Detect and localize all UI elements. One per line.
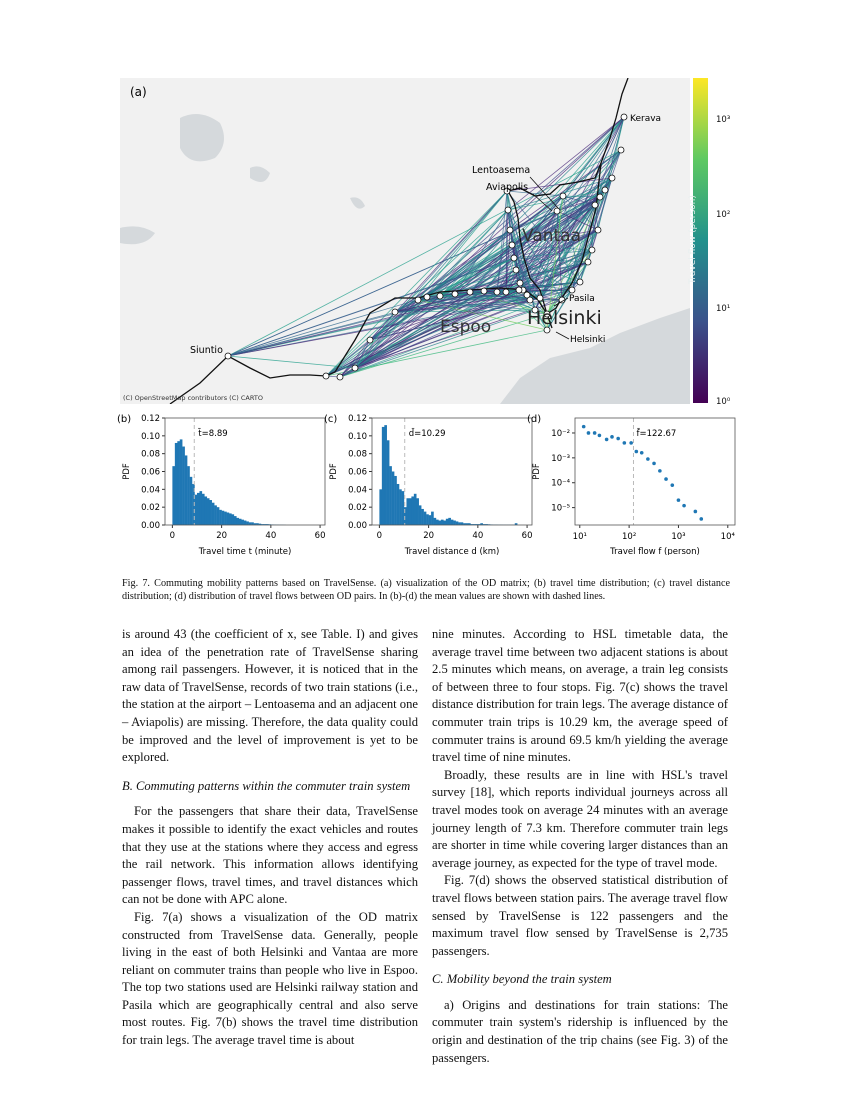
station-marker [467, 289, 473, 295]
data-point [699, 517, 703, 521]
y-tick-label: 0.02 [348, 503, 367, 514]
y-tick-label: 0.04 [141, 485, 160, 496]
histogram-bar [421, 509, 424, 525]
histogram-bar [204, 496, 207, 525]
histogram-bar [207, 498, 210, 525]
station-marker [323, 373, 329, 379]
y-axis-label: PDF [122, 463, 132, 480]
data-point [670, 483, 674, 487]
histogram-bar [231, 514, 234, 525]
x-tick-label: 60 [314, 531, 326, 541]
figure-caption: Fig. 7. Commuting mobility patterns based on TravelSense. (a) visualization of the OD matrix; (b) travel time distribution; (c) travel distance distribution; (d) distribution of travel flows between OD pairs. In (b)-(d) the mean values are shown with dashed lines. [122, 578, 730, 602]
mean-label: f̄=122.67 [636, 429, 677, 439]
histogram-bar [411, 496, 414, 525]
y-tick-label: 0.06 [348, 467, 367, 478]
travel-distance-histogram [322, 405, 537, 555]
histogram-bar [224, 512, 227, 525]
histogram-bar [180, 439, 183, 525]
histogram-bar [461, 522, 464, 525]
label-aviapolis: Aviapolis [486, 182, 529, 193]
histogram-bar [409, 498, 412, 525]
data-point [640, 451, 644, 455]
colorbar-tick: 10⁰ [716, 397, 731, 407]
od-matrix-map [120, 78, 690, 404]
histogram-bar [222, 511, 225, 525]
data-point [682, 504, 686, 508]
paragraph: a) Origins and destinations for train stations: The commuter train system's ridership is influenced by the origin and destination of the trip chains (see Fig. 3) of the passengers. [432, 997, 728, 1065]
histogram-bar [436, 520, 439, 525]
station-marker [589, 247, 595, 253]
station-marker [452, 291, 458, 297]
histogram-bar [187, 466, 190, 525]
y-axis-label: PDF [329, 463, 339, 480]
histogram-bar [249, 522, 252, 525]
station-marker [618, 147, 624, 153]
station-marker [560, 193, 566, 199]
histogram-bar [399, 489, 402, 525]
station-marker [516, 287, 522, 293]
histogram-bar [199, 491, 202, 525]
station-marker [481, 288, 487, 294]
histogram-bar [172, 466, 175, 525]
x-tick-label: 10² [622, 532, 637, 542]
x-tick-label: 60 [521, 531, 533, 541]
paragraph: Fig. 7(a) shows a visualization of the OD matrix constructed from TravelSense data. Generally, people living in the east of both Helsinki and Vantaa are more reliant on commuter trains than people who live in Espoo. The top two stations used are Helsinki railway station and Pasila which are geographically central and also serve most routes. Fig. 7(b) shows the travel time distribution for train legs. The average travel time is about [122, 909, 418, 1048]
map-attribution: (C) OpenStreetMap contributors (C) CARTO [123, 394, 263, 402]
station-marker [367, 337, 373, 343]
travel-flow-distribution [525, 405, 740, 555]
data-point [664, 477, 668, 481]
station-marker [517, 280, 523, 286]
histogram-bar [419, 505, 422, 525]
histogram-bar [402, 491, 405, 525]
histogram-bar [202, 494, 205, 525]
x-tick-label: 0 [376, 531, 383, 541]
x-tick-label: 20 [216, 531, 228, 541]
histogram-bar [246, 521, 249, 525]
panel-label: (b) [117, 414, 132, 425]
label-pasila: Pasila [569, 294, 595, 304]
paragraph: is around 43 (the coefficient of x, see Table. I) and gives an idea of the penetration rate of TravelSense sharing among rail passengers. However, it is noticed that in the raw data of TravelSense, records of two train stations (i.e., the station at the airport – Lentoasema and an adjacent one – Aviapolis) are missing. Therefore, the data quality could be improved and the level of improvement is yet to be explored. [122, 627, 418, 765]
histogram-bar [414, 494, 417, 525]
histogram-bar [392, 472, 395, 526]
panel-label: (c) [324, 414, 338, 425]
mean-label: t̄=8.89 [198, 429, 228, 439]
histogram-bar [229, 513, 232, 525]
y-tick-label: 0.00 [348, 521, 367, 531]
station-marker [494, 289, 500, 295]
histogram-bar [182, 447, 185, 525]
histogram-bar [227, 513, 230, 525]
y-tick-label: 10⁻³ [551, 453, 570, 464]
x-tick-label: 10¹ [572, 532, 587, 542]
histogram-bar [451, 520, 454, 525]
data-point [629, 441, 633, 445]
station-marker [424, 294, 430, 300]
x-tick-label: 10³ [671, 532, 686, 542]
data-point [646, 457, 650, 461]
city-label-espoo: Espoo [440, 317, 492, 337]
station-marker [524, 292, 530, 298]
histogram-bar [251, 522, 254, 525]
data-point [598, 434, 602, 438]
data-point [677, 498, 681, 502]
colorbar-label: Travel flow (person) [688, 195, 698, 285]
label-kerava: Kerava [630, 114, 662, 124]
station-marker [415, 297, 421, 303]
histogram-bar [448, 518, 451, 525]
histogram-bar [426, 514, 429, 525]
histogram-bar [438, 521, 441, 525]
histogram-bar [190, 477, 193, 525]
station-marker [554, 208, 560, 214]
panel-label-a: (a) [130, 85, 147, 99]
y-tick-label: 0.06 [141, 467, 160, 478]
x-tick-label: 0 [169, 531, 176, 541]
y-tick-label: 0.02 [141, 503, 160, 514]
data-point [610, 435, 614, 439]
y-tick-label: 10⁻⁴ [551, 478, 570, 489]
histogram-bar [175, 443, 178, 525]
y-tick-label: 0.12 [141, 414, 160, 424]
histogram-bar [443, 521, 446, 525]
histogram-bar [234, 516, 237, 525]
data-point [582, 425, 586, 429]
panel-label: (d) [527, 414, 542, 425]
histogram-bar [441, 520, 444, 525]
data-point [616, 437, 620, 441]
data-point [605, 438, 609, 442]
x-axis-label: Travel time t (minute) [198, 547, 292, 555]
histogram-bar [239, 519, 242, 525]
histogram-bar [244, 521, 247, 525]
station-marker [577, 279, 583, 285]
station-marker [337, 374, 343, 380]
data-point [694, 510, 698, 514]
label-siuntio: Siuntio [190, 345, 223, 356]
data-point [623, 441, 627, 445]
histogram-bar [394, 476, 397, 525]
station-marker [609, 175, 615, 181]
histogram-bar [197, 493, 200, 525]
station-marker [225, 353, 231, 359]
histogram-bar [434, 518, 437, 525]
station-marker [392, 309, 398, 315]
histogram-bar [209, 500, 212, 525]
station-marker [513, 267, 519, 273]
colorbar-tick: 10² [716, 210, 731, 220]
paragraph: nine minutes. According to HSL timetable data, the average travel time between two adjacent stations is about 2.5 minutes which means, on average, a train leg consists of between three to four stops. Fig. 7(c) shows the travel distance distribution for train legs. The average distance of commuter train trips is 10.29 km, the average speed of commuter trains is around 69.5 km/h yielding the average travel time of nine minutes. [432, 627, 728, 765]
histogram-bar [379, 489, 382, 525]
station-marker [597, 194, 603, 200]
station-marker [537, 295, 543, 301]
data-point [635, 450, 639, 454]
y-tick-label: 0.00 [141, 521, 160, 531]
histogram-bar [185, 455, 188, 525]
station-marker [511, 255, 517, 261]
histogram-bar [195, 495, 198, 525]
x-tick-label: 40 [472, 531, 484, 541]
station-marker [507, 227, 513, 233]
data-point [593, 431, 597, 435]
station-marker [602, 187, 608, 193]
station-marker [592, 202, 598, 208]
histogram-bar [384, 425, 387, 525]
travel-time-histogram [115, 405, 330, 555]
histogram-bar [431, 512, 434, 525]
histogram-bar [456, 521, 459, 525]
section-heading: B. Commuting patterns within the commuter train system [122, 778, 411, 793]
histogram-bar [458, 522, 461, 525]
x-tick-label: 40 [265, 531, 277, 541]
y-tick-label: 10⁻⁵ [551, 503, 570, 514]
x-tick-label: 10⁴ [720, 532, 735, 542]
label-lentoasema: Lentoasema [472, 165, 531, 176]
histogram-bar [453, 521, 456, 525]
histogram-bar [446, 519, 449, 525]
histogram-bar [217, 507, 220, 525]
city-label-helsinki: Helsinki [527, 307, 602, 329]
paragraph: For the passengers that share their data, TravelSense makes it possible to identify the exact vehicles and routes that they use at the stations where they access and egress the rail network. This information allows identifying passenger flows, travel times, and travel distances which can not be done with APC alone. [122, 804, 418, 907]
y-tick-label: 0.08 [141, 449, 160, 460]
station-marker [437, 293, 443, 299]
data-point [652, 462, 656, 466]
y-tick-label: 0.10 [348, 431, 367, 442]
histogram-bar [212, 503, 215, 525]
station-marker [505, 207, 511, 213]
station-marker [585, 259, 591, 265]
histogram-bar [429, 515, 432, 525]
body-column-left [122, 626, 418, 1050]
histogram-bar [214, 505, 217, 525]
histogram-bar [406, 498, 409, 525]
city-label-vantaa: Vantaa [522, 226, 582, 246]
section-heading: C. Mobility beyond the train system [432, 972, 612, 987]
histogram-bar [241, 520, 244, 525]
histogram-bar [387, 440, 390, 525]
station-marker [569, 287, 575, 293]
station-marker [509, 242, 515, 248]
y-tick-label: 0.12 [348, 414, 367, 424]
body-column-right [432, 626, 728, 1067]
colorbar-tick: 10³ [716, 115, 731, 125]
label-helsinki-station: Helsinki [570, 335, 606, 345]
histogram-bar [389, 466, 392, 525]
histogram-bar [397, 484, 400, 525]
data-point [658, 469, 662, 473]
data-point [587, 431, 591, 435]
histogram-bar [424, 512, 427, 525]
histogram-bar [416, 498, 419, 525]
paragraph: Fig. 7(d) shows the observed statistical distribution of travel flows between station pairs. The average travel flow sensed by TravelSense is 122 passengers and the maximum travel flow sensed by TravelSense is 2,735 passengers. [432, 873, 728, 958]
histogram-bar [219, 510, 222, 525]
histogram-bar [382, 427, 385, 525]
y-tick-label: 0.08 [348, 449, 367, 460]
station-marker [621, 114, 627, 120]
y-tick-label: 0.10 [141, 431, 160, 442]
histogram-bar [236, 518, 239, 525]
station-marker [352, 365, 358, 371]
histogram-bar [177, 441, 180, 525]
y-tick-label: 10⁻² [551, 428, 570, 439]
colorbar-tick: 10¹ [716, 304, 731, 314]
station-marker [503, 289, 509, 295]
x-tick-label: 20 [423, 531, 435, 541]
x-axis-label: Travel flow f (person) [610, 547, 700, 555]
station-marker [595, 227, 601, 233]
paragraph: Broadly, these results are in line with HSL's travel survey [18], which reports individual journeys across all travel modes took on average 24 minutes with an average journey length of 7.3 km. Therefore commuter train legs are shorter in time while covering larger distances than an average journey, as expected for the type of travel mode. [432, 767, 728, 870]
x-axis-label: Travel distance d (km) [404, 547, 500, 555]
y-tick-label: 0.04 [348, 485, 367, 496]
y-axis-label: PDF [532, 463, 542, 480]
mean-label: d̄=10.29 [408, 429, 446, 439]
